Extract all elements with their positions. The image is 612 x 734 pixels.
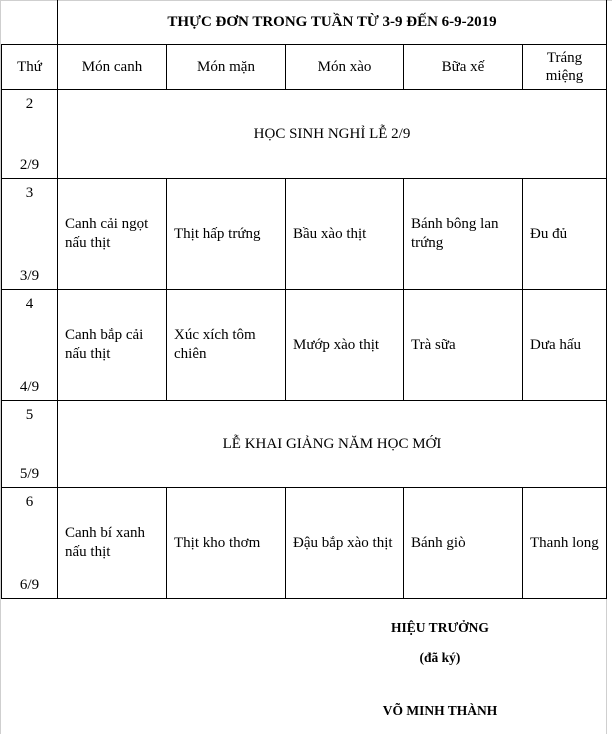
holiday-notice: HỌC SINH NGHỈ LỄ 2/9: [58, 90, 607, 179]
header-day: Thứ: [2, 45, 58, 90]
title-row: [2, 0, 607, 45]
day-cell: [2, 401, 58, 488]
day-cell: [2, 179, 58, 290]
header-main: Món mặn: [167, 45, 286, 90]
table-row: [2, 90, 607, 179]
stirfry-cell: Bầu xào thịt: [286, 179, 404, 290]
header-row: [2, 45, 607, 90]
day-date: 4/9: [19, 379, 40, 395]
table-row: [2, 488, 607, 599]
day-date: 3/9: [19, 268, 40, 284]
signature-role: HIỆU TRƯỞNG: [391, 620, 489, 635]
snack-cell: Trà sữa: [404, 290, 523, 401]
table-row: [2, 401, 607, 488]
day-cell: [2, 488, 58, 599]
day-number: 5: [25, 407, 34, 423]
day-date: 6/9: [19, 577, 40, 593]
day-number: 6: [25, 494, 34, 510]
header-dessert-line1: Tráng: [546, 50, 583, 66]
soup-cell: Canh cải ngọt nấu thịt: [58, 179, 167, 290]
day-number: 2: [25, 96, 34, 112]
day-number: 3: [25, 185, 34, 201]
header-snack: Bữa xế: [404, 45, 523, 90]
main-cell: Xúc xích tôm chiên: [167, 290, 286, 401]
title-blank-cell: [2, 0, 58, 45]
snack-cell: Bánh bông lan trứng: [404, 179, 523, 290]
weekly-menu-table: [1, 0, 607, 599]
signature-name: VÕ MINH THÀNH: [382, 703, 498, 718]
stirfry-cell: Mướp xào thịt: [286, 290, 404, 401]
header-stirfry: Món xào: [286, 45, 404, 90]
dessert-cell: Dưa hấu: [523, 290, 607, 401]
dessert-cell: Thanh long: [523, 488, 607, 599]
main-cell: Thịt hấp trứng: [167, 179, 286, 290]
soup-cell: Canh bí xanh nấu thịt: [58, 488, 167, 599]
table-row: [2, 179, 607, 290]
day-number: 4: [25, 296, 34, 312]
signature-status: (đã ký): [419, 650, 461, 665]
stirfry-cell: Đậu bắp xào thịt: [286, 488, 404, 599]
soup-cell: Canh bắp cải nấu thịt: [58, 290, 167, 401]
day-cell: [2, 290, 58, 401]
snack-cell: Bánh giò: [404, 488, 523, 599]
dessert-cell: Đu đủ: [523, 179, 607, 290]
day-cell: [2, 90, 58, 179]
table-row: [2, 290, 607, 401]
holiday-notice: LỄ KHAI GIẢNG NĂM HỌC MỚI: [58, 401, 607, 488]
day-date: 2/9: [19, 157, 40, 173]
day-date: 5/9: [19, 466, 40, 482]
header-dessert-line2: miệng: [545, 68, 584, 84]
main-cell: Thịt kho thơm: [167, 488, 286, 599]
header-soup: Món canh: [58, 45, 167, 90]
header-dessert: [523, 45, 607, 90]
menu-title: THỰC ĐƠN TRONG TUẦN TỪ 3-9 ĐẾN 6-9-2019: [58, 0, 607, 45]
